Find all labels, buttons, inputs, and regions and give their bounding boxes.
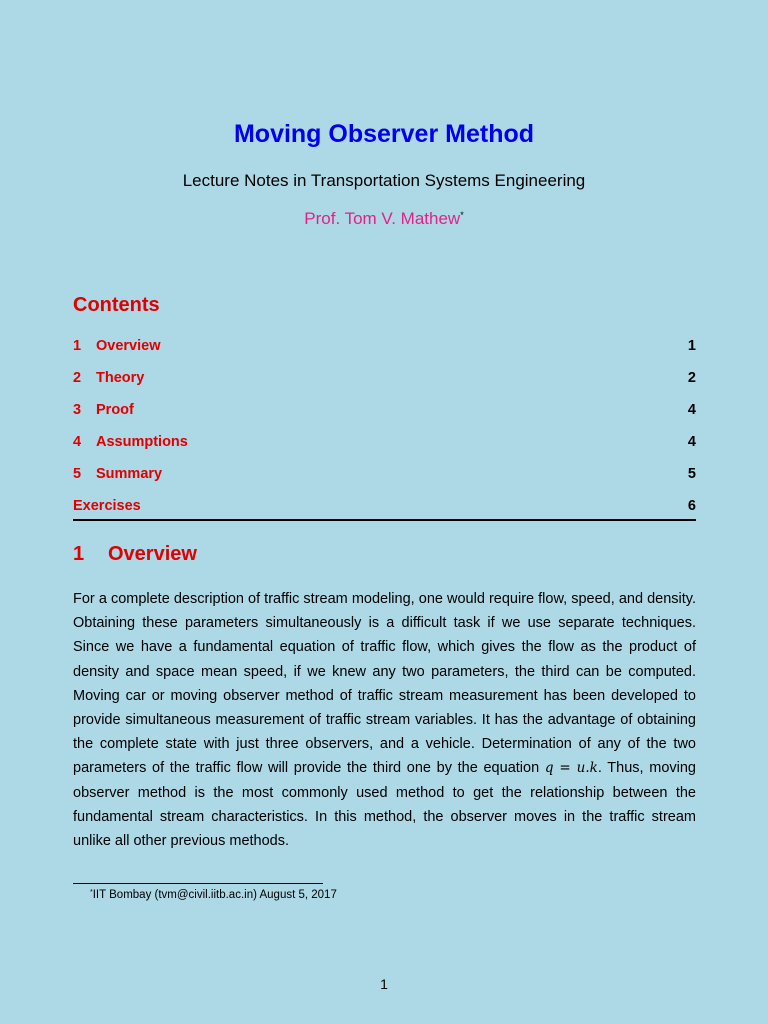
equation-inline: q = u.k — [544, 760, 598, 777]
toc-item-number: 5 — [73, 466, 82, 482]
section-heading-overview — [73, 540, 197, 568]
footnote-text[interactable]: IIT Bombay (tvm@civil.iitb.ac.in) August 5, 2017 — [92, 889, 337, 901]
document-title: Moving Observer Method — [233, 120, 535, 148]
paragraph-text: For a complete description of traffic stream modeling, one would require flow, speed, and density. Obtaining these parameters simultaneously is a difficult task if we use separate techniques. Since we have a fundamental equation of traffic flow, which gives the flow as the product of density and space mean speed, if we knew any two parameters, the third can be computed. Moving car or moving observer method of traffic stream measurement has been developed to provide simultaneous measurement of traffic stream variables. It has the advantage of obtaining the complete state with just three observers, and a vehicle. Determination of any of the two parameters of the traffic flow will provide the third one by the equation — [73, 591, 696, 777]
toc-item-label: Assumptions — [96, 434, 188, 450]
toc-item-page: 4 — [687, 402, 696, 418]
toc-item-page: 4 — [687, 434, 696, 450]
toc-item-proof[interactable] — [73, 394, 696, 426]
toc-item-label: Exercises — [73, 498, 141, 514]
toc-item-page: 5 — [687, 466, 696, 482]
toc-item-assumptions[interactable] — [73, 426, 696, 458]
page-number: 1 — [380, 976, 388, 992]
author-line — [0, 203, 768, 231]
author-name[interactable]: Prof. Tom V. Mathew — [304, 209, 461, 228]
toc-item-overview[interactable] — [73, 330, 696, 362]
toc-item-page: 1 — [687, 338, 696, 354]
toc-item-label: Summary — [96, 466, 163, 482]
toc-item-page: 2 — [687, 370, 696, 386]
toc-item-theory[interactable] — [73, 362, 696, 394]
toc-item-label: Theory — [96, 370, 145, 386]
table-of-contents — [73, 330, 696, 522]
footnote — [90, 885, 337, 903]
document-subtitle: Lecture Notes in Transportation Systems Engineering — [182, 171, 586, 190]
toc-item-label: Proof — [96, 402, 134, 418]
section-number: 1 — [73, 543, 85, 565]
toc-item-number: 3 — [73, 402, 82, 418]
contents-divider — [73, 519, 696, 521]
overview-paragraph — [73, 587, 696, 853]
toc-item-summary[interactable] — [73, 458, 696, 490]
footnote-divider — [73, 883, 323, 884]
toc-item-exercises[interactable] — [73, 490, 696, 522]
toc-item-number: 4 — [73, 434, 82, 450]
contents-heading: Contents — [73, 294, 160, 316]
toc-item-label: Overview — [96, 338, 161, 354]
author-footnote-mark: * — [460, 210, 464, 220]
paragraph-text-continued: . Thus, moving observer method is the most commonly used method to get the relationship between the fundamental stream characteristics. In this method, the observer moves in the traffic stream unlike all other previous methods. — [73, 760, 696, 850]
footnote-mark: * — [90, 889, 93, 896]
toc-item-page: 6 — [687, 498, 696, 514]
section-title: Overview — [108, 543, 197, 565]
toc-item-number: 1 — [73, 338, 82, 354]
toc-item-number: 2 — [73, 370, 82, 386]
